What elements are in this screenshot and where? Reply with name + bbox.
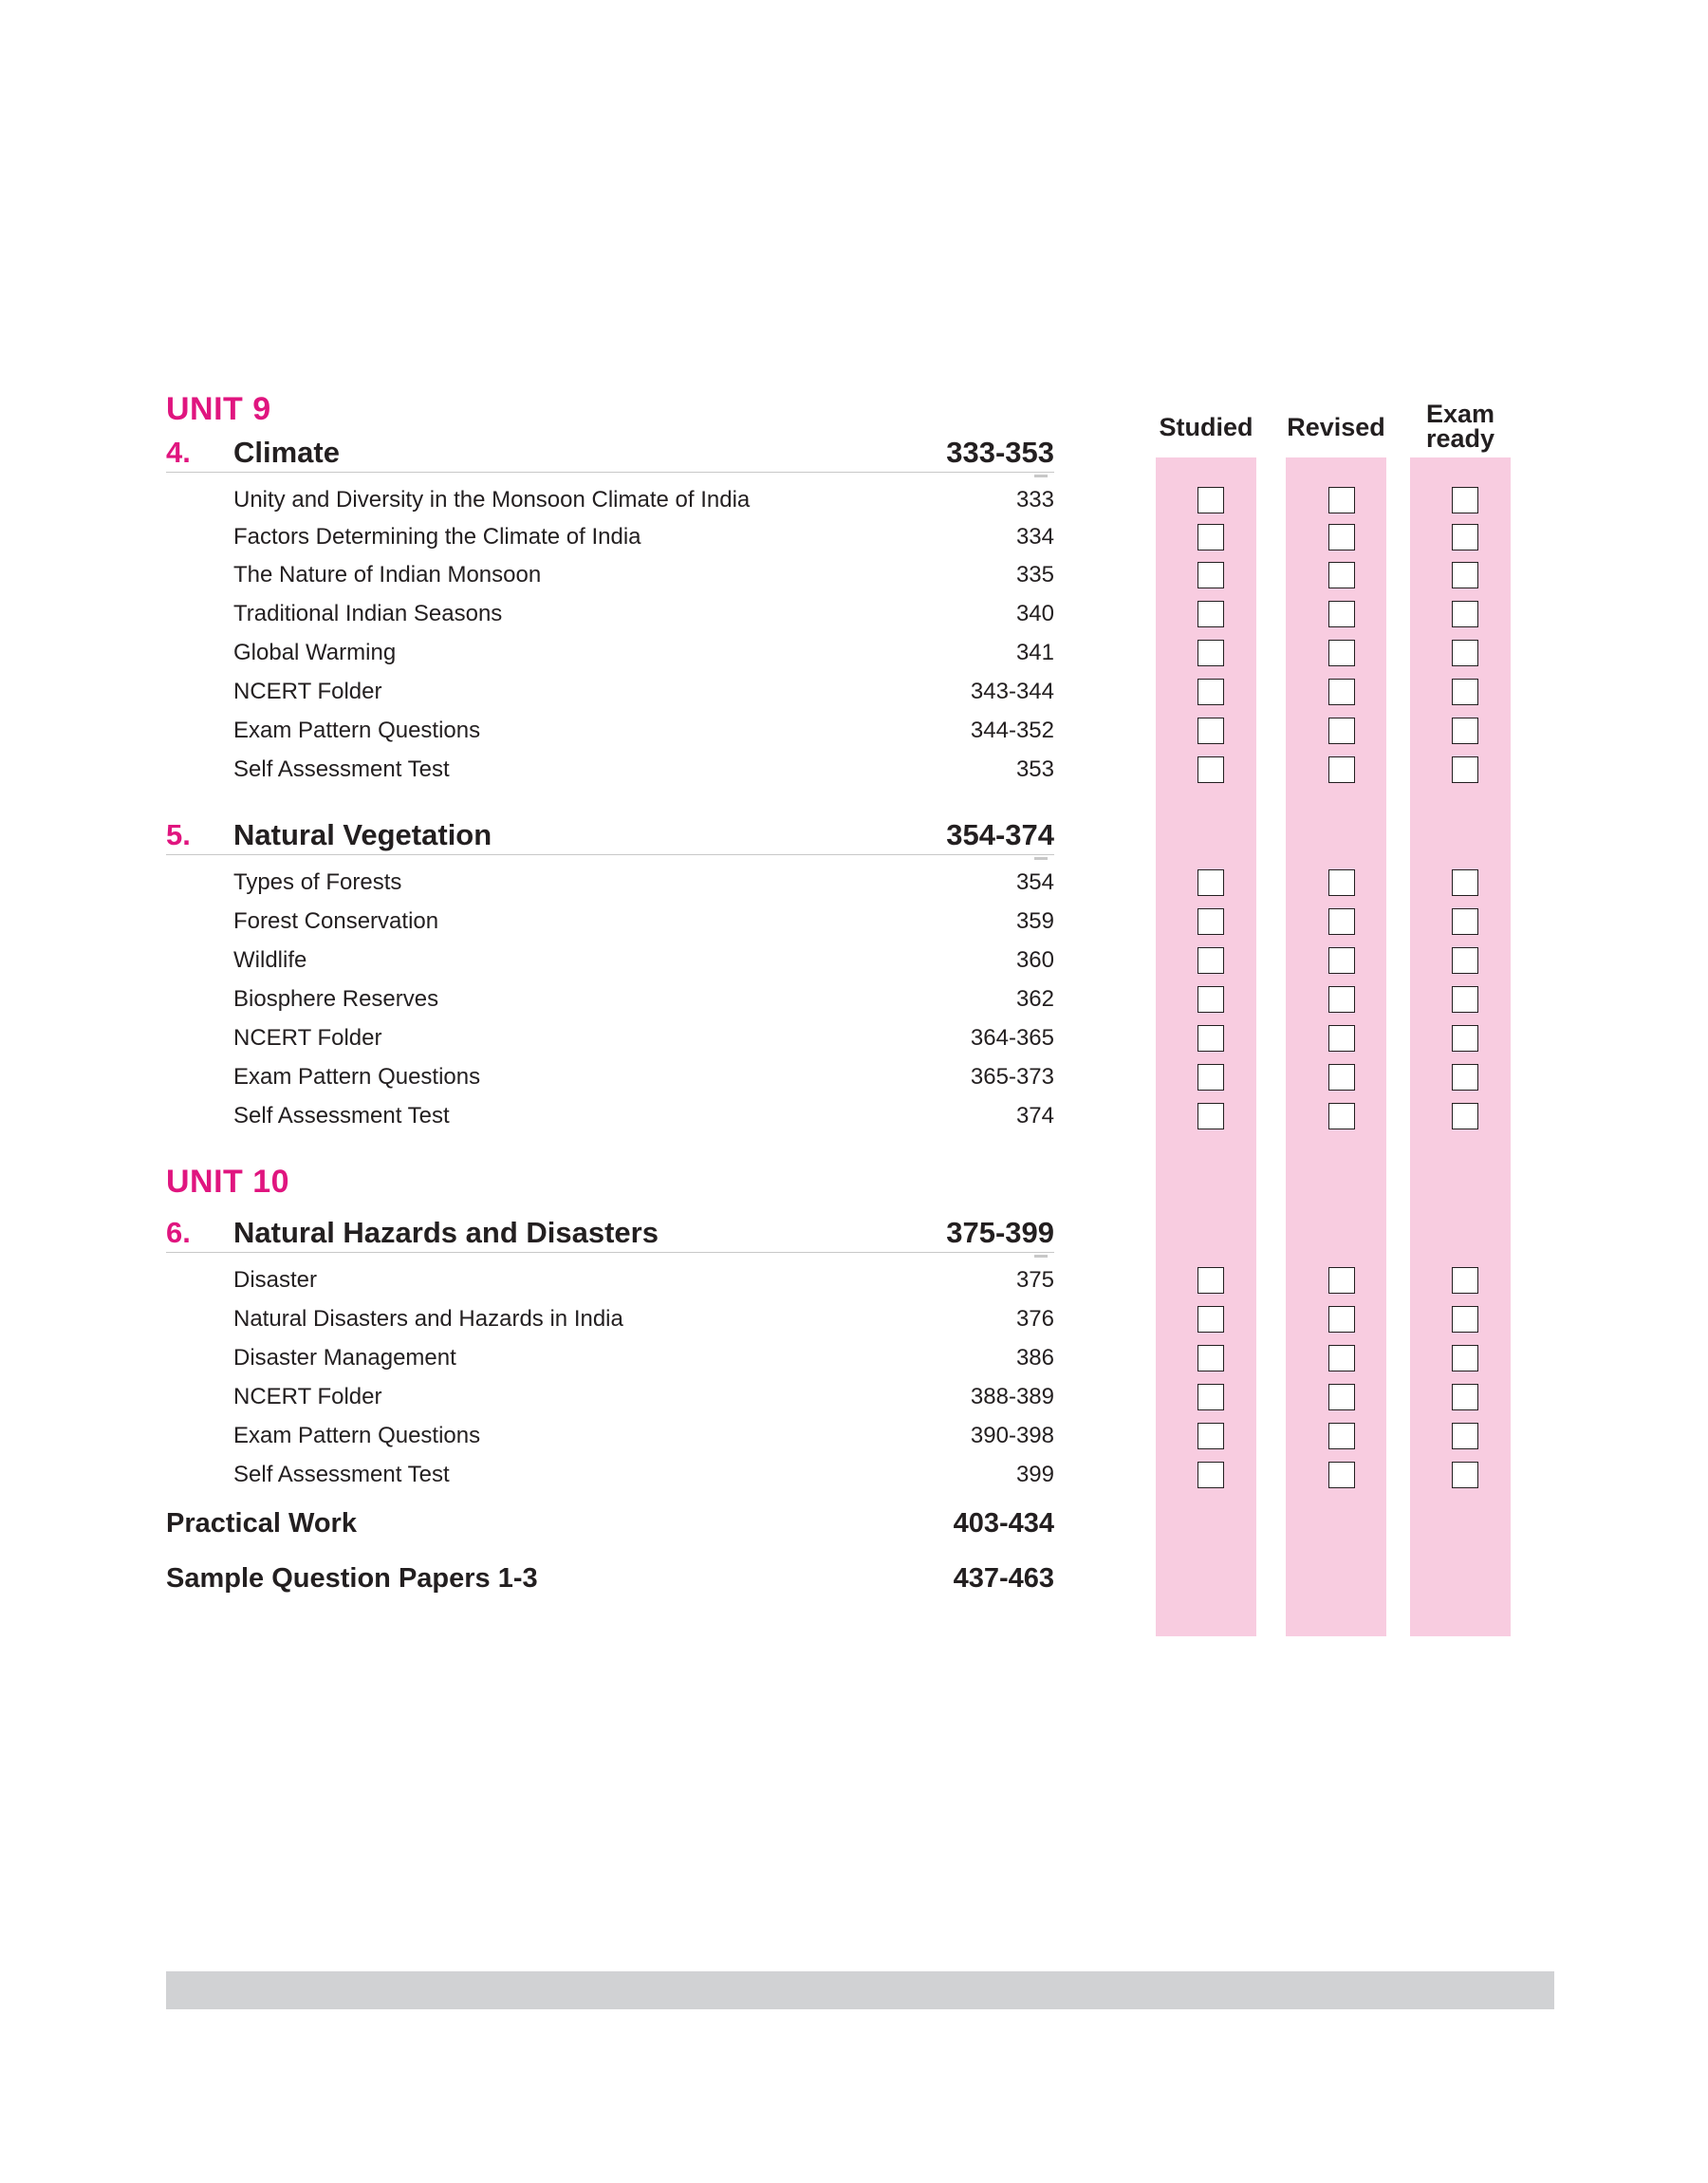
revised-checkbox[interactable] bbox=[1328, 1064, 1355, 1091]
topic-title: Traditional Indian Seasons bbox=[233, 601, 503, 626]
topic-title: Disaster Management bbox=[233, 1345, 456, 1371]
exam-ready-checkbox[interactable] bbox=[1452, 718, 1478, 744]
topic-row bbox=[233, 1381, 1054, 1413]
revised-checkbox[interactable] bbox=[1328, 1345, 1355, 1371]
exam-ready-checkbox[interactable] bbox=[1452, 640, 1478, 666]
revised-checkbox[interactable] bbox=[1328, 908, 1355, 935]
studied-checkbox[interactable] bbox=[1197, 947, 1224, 974]
exam-ready-header bbox=[1399, 401, 1522, 451]
topic-row bbox=[233, 905, 1054, 938]
topic-row bbox=[233, 637, 1054, 669]
topic-pages: 334 bbox=[1015, 524, 1054, 550]
topic-row bbox=[233, 559, 1054, 591]
practical-work-row bbox=[166, 1504, 1054, 1542]
chapter-title: Climate bbox=[233, 436, 340, 469]
topic-row bbox=[233, 983, 1054, 1016]
chapter-row bbox=[166, 816, 1054, 855]
studied-checkbox[interactable] bbox=[1197, 1306, 1224, 1333]
topic-pages: 388-389 bbox=[970, 1384, 1054, 1409]
topic-pages: 362 bbox=[1015, 986, 1054, 1012]
exam-ready-header-line-1: Exam bbox=[1425, 400, 1495, 428]
topic-row bbox=[233, 867, 1054, 899]
topic-row bbox=[233, 521, 1054, 553]
studied-checkbox[interactable] bbox=[1197, 908, 1224, 935]
exam-ready-checkbox[interactable] bbox=[1452, 1064, 1478, 1091]
revised-checkbox[interactable] bbox=[1328, 562, 1355, 588]
topic-pages: 344-352 bbox=[970, 718, 1054, 743]
topic-row bbox=[233, 1459, 1054, 1491]
topic-row bbox=[233, 1303, 1054, 1335]
revised-header-label: Revised bbox=[1287, 413, 1385, 441]
chapter-row bbox=[166, 1214, 1054, 1253]
unit-heading: UNIT 10 bbox=[166, 1164, 290, 1200]
topic-row bbox=[233, 1342, 1054, 1374]
revised-checkbox[interactable] bbox=[1328, 601, 1355, 627]
studied-checkbox[interactable] bbox=[1197, 1345, 1224, 1371]
studied-checkbox[interactable] bbox=[1197, 1103, 1224, 1129]
topic-row bbox=[233, 1061, 1054, 1093]
studied-checkbox[interactable] bbox=[1197, 1384, 1224, 1410]
revised-checkbox[interactable] bbox=[1328, 869, 1355, 896]
divider-tick bbox=[1034, 857, 1048, 860]
chapter-number: 4. bbox=[166, 436, 191, 469]
revised-checkbox[interactable] bbox=[1328, 1423, 1355, 1449]
revised-checkbox[interactable] bbox=[1328, 1306, 1355, 1333]
exam-ready-checkbox[interactable] bbox=[1452, 487, 1478, 513]
topic-pages: 390-398 bbox=[970, 1423, 1054, 1448]
topic-pages: 386 bbox=[1015, 1345, 1054, 1371]
studied-checkbox[interactable] bbox=[1197, 562, 1224, 588]
extra-pages: 403-434 bbox=[953, 1508, 1054, 1539]
studied-checkbox[interactable] bbox=[1197, 679, 1224, 705]
studied-checkbox[interactable] bbox=[1197, 487, 1224, 513]
divider-tick bbox=[1034, 1255, 1048, 1258]
chapter-pages: 333-353 bbox=[946, 436, 1054, 469]
revised-checkbox[interactable] bbox=[1328, 487, 1355, 513]
studied-checkbox[interactable] bbox=[1197, 718, 1224, 744]
topic-title: The Nature of Indian Monsoon bbox=[233, 562, 542, 588]
topic-pages: 360 bbox=[1015, 947, 1054, 973]
topic-title: NCERT Folder bbox=[233, 1384, 382, 1409]
topic-title: Self Assessment Test bbox=[233, 1462, 450, 1487]
studied-checkbox[interactable] bbox=[1197, 1462, 1224, 1488]
topic-row bbox=[233, 676, 1054, 708]
topic-pages: 374 bbox=[1015, 1103, 1054, 1129]
studied-checkbox[interactable] bbox=[1197, 601, 1224, 627]
revised-checkbox[interactable] bbox=[1328, 1103, 1355, 1129]
topic-title: Wildlife bbox=[233, 947, 307, 973]
exam-ready-checkbox[interactable] bbox=[1452, 756, 1478, 783]
topic-pages: 343-344 bbox=[970, 679, 1054, 704]
exam-ready-checkbox[interactable] bbox=[1452, 1423, 1478, 1449]
extra-pages: 437-463 bbox=[953, 1563, 1054, 1594]
topic-row bbox=[233, 944, 1054, 977]
studied-checkbox[interactable] bbox=[1197, 1267, 1224, 1294]
revised-checkbox[interactable] bbox=[1328, 947, 1355, 974]
topic-pages: 353 bbox=[1015, 756, 1054, 782]
exam-ready-checkbox[interactable] bbox=[1452, 524, 1478, 550]
topic-pages: 354 bbox=[1015, 869, 1054, 895]
exam-ready-checkbox[interactable] bbox=[1452, 1306, 1478, 1333]
exam-ready-checkbox[interactable] bbox=[1452, 679, 1478, 705]
topic-pages: 359 bbox=[1015, 908, 1054, 934]
exam-ready-checkbox[interactable] bbox=[1452, 1025, 1478, 1052]
topic-pages: 335 bbox=[1015, 562, 1054, 588]
topic-row bbox=[233, 1100, 1054, 1132]
revised-checkbox[interactable] bbox=[1328, 524, 1355, 550]
sample-papers-row bbox=[166, 1559, 1054, 1597]
exam-ready-checkbox[interactable] bbox=[1452, 1462, 1478, 1488]
topic-row bbox=[233, 1420, 1054, 1452]
exam-ready-checkbox[interactable] bbox=[1452, 1267, 1478, 1294]
studied-header bbox=[1144, 415, 1268, 439]
topic-title: NCERT Folder bbox=[233, 1025, 382, 1051]
studied-checkbox[interactable] bbox=[1197, 756, 1224, 783]
exam-ready-checkbox[interactable] bbox=[1452, 947, 1478, 974]
topic-row bbox=[233, 484, 1054, 516]
unit-heading: UNIT 9 bbox=[166, 391, 271, 427]
revised-checkbox[interactable] bbox=[1328, 1267, 1355, 1294]
revised-checkbox[interactable] bbox=[1328, 756, 1355, 783]
exam-ready-checkbox[interactable] bbox=[1452, 1345, 1478, 1371]
topic-title: Natural Disasters and Hazards in India bbox=[233, 1306, 623, 1332]
exam-ready-header-line-2: ready bbox=[1425, 424, 1495, 453]
topic-pages: 375 bbox=[1015, 1267, 1054, 1293]
topic-row bbox=[233, 754, 1054, 786]
topic-row bbox=[233, 1264, 1054, 1297]
revised-header bbox=[1274, 415, 1398, 439]
topic-pages: 376 bbox=[1015, 1306, 1054, 1332]
extra-title: Practical Work bbox=[166, 1508, 357, 1539]
exam-ready-checkbox[interactable] bbox=[1452, 986, 1478, 1013]
topic-title: Forest Conservation bbox=[233, 908, 439, 934]
topic-title: Disaster bbox=[233, 1267, 318, 1293]
exam-ready-checkbox[interactable] bbox=[1452, 1384, 1478, 1410]
topic-pages: 399 bbox=[1015, 1462, 1054, 1487]
revised-checkbox[interactable] bbox=[1328, 1025, 1355, 1052]
topic-title: Types of Forests bbox=[233, 869, 402, 895]
topic-row bbox=[233, 1022, 1054, 1054]
topic-title: Global Warming bbox=[233, 640, 397, 665]
exam-ready-checkbox[interactable] bbox=[1452, 908, 1478, 935]
studied-checkbox[interactable] bbox=[1197, 640, 1224, 666]
topic-row bbox=[233, 598, 1054, 630]
chapter-number: 6. bbox=[166, 1216, 191, 1249]
topic-title: Self Assessment Test bbox=[233, 756, 450, 782]
exam-ready-checkbox[interactable] bbox=[1452, 869, 1478, 896]
exam-ready-checkbox[interactable] bbox=[1452, 601, 1478, 627]
footer-bar bbox=[166, 1971, 1554, 2009]
chapter-pages: 375-399 bbox=[946, 1216, 1054, 1249]
extra-title: Sample Question Papers 1-3 bbox=[166, 1563, 538, 1594]
chapter-title: Natural Vegetation bbox=[233, 818, 492, 851]
studied-checkbox[interactable] bbox=[1197, 986, 1224, 1013]
topic-title: Unity and Diversity in the Monsoon Climate of India bbox=[233, 487, 751, 513]
studied-checkbox[interactable] bbox=[1197, 1064, 1224, 1091]
topic-pages: 365-373 bbox=[970, 1064, 1054, 1090]
revised-checkbox[interactable] bbox=[1328, 640, 1355, 666]
revised-checkbox[interactable] bbox=[1328, 1384, 1355, 1410]
topic-title: Biosphere Reserves bbox=[233, 986, 439, 1012]
topic-title: Exam Pattern Questions bbox=[233, 1064, 481, 1090]
topic-title: Factors Determining the Climate of India bbox=[233, 524, 641, 550]
revised-checkbox[interactable] bbox=[1328, 986, 1355, 1013]
topic-title: Exam Pattern Questions bbox=[233, 718, 481, 743]
chapter-pages: 354-374 bbox=[946, 818, 1054, 851]
chapter-row bbox=[166, 434, 1054, 473]
revised-checkbox[interactable] bbox=[1328, 1462, 1355, 1488]
studied-checkbox[interactable] bbox=[1197, 1423, 1224, 1449]
topic-pages: 340 bbox=[1015, 601, 1054, 626]
studied-checkbox[interactable] bbox=[1197, 869, 1224, 896]
topic-pages: 364-365 bbox=[970, 1025, 1054, 1051]
exam-ready-checkbox[interactable] bbox=[1452, 562, 1478, 588]
topic-pages: 341 bbox=[1015, 640, 1054, 665]
revised-checkbox[interactable] bbox=[1328, 718, 1355, 744]
exam-ready-checkbox[interactable] bbox=[1452, 1103, 1478, 1129]
topic-title: Self Assessment Test bbox=[233, 1103, 450, 1129]
chapter-number: 5. bbox=[166, 818, 191, 851]
divider-tick bbox=[1034, 475, 1048, 477]
studied-checkbox[interactable] bbox=[1197, 1025, 1224, 1052]
topic-title: Exam Pattern Questions bbox=[233, 1423, 481, 1448]
topic-row bbox=[233, 715, 1054, 747]
studied-checkbox[interactable] bbox=[1197, 524, 1224, 550]
topic-pages: 333 bbox=[1015, 487, 1054, 513]
studied-header-label: Studied bbox=[1159, 413, 1253, 441]
chapter-title: Natural Hazards and Disasters bbox=[233, 1216, 659, 1249]
revised-checkbox[interactable] bbox=[1328, 679, 1355, 705]
topic-title: NCERT Folder bbox=[233, 679, 382, 704]
